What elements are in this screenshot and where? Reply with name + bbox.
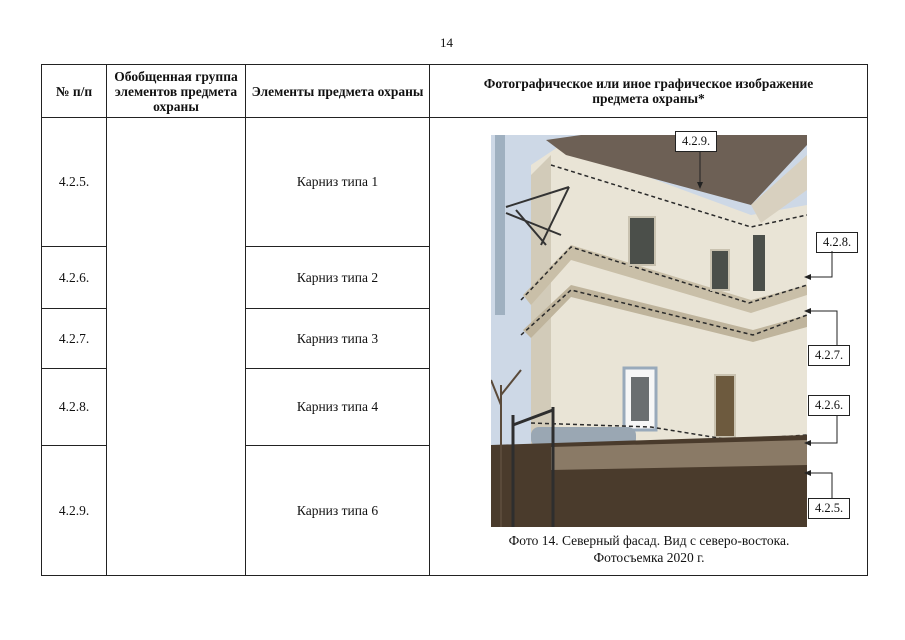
row-num: 4.2.7. <box>58 330 90 346</box>
row-num: 4.2.8. <box>58 399 90 414</box>
header-image: Фотографическое или иное графическое изображение предмета охраны* <box>483 76 814 106</box>
callout-4-2-6: 4.2.6. <box>808 395 850 416</box>
caption-line-1: Фото 14. Северный фасад. Вид с северо-востока. <box>508 533 790 548</box>
header-group: Обобщенная группа элементов предмета охраны <box>114 68 238 114</box>
row-element: Карниз типа 4 <box>296 399 379 414</box>
row-num: 4.2.9. <box>58 503 90 518</box>
row-element: Карниз типа 1 <box>296 174 379 189</box>
caption-line-2: Фотосъемка 2020 г. <box>593 550 705 565</box>
row-num: 4.2.6. <box>58 269 90 285</box>
callout-4-2-9: 4.2.9. <box>675 131 717 152</box>
row-element: Карниз типа 3 <box>296 330 379 346</box>
row-element: Карниз типа 6 <box>296 503 379 518</box>
page-number: 14 <box>440 35 453 50</box>
protection-table <box>41 64 868 576</box>
callout-leaders <box>42 65 869 577</box>
row-num: 4.2.5. <box>58 174 90 189</box>
header-elements: Элементы предмета охраны <box>251 83 424 99</box>
callout-4-2-7: 4.2.7. <box>808 345 850 366</box>
photo-caption <box>429 532 869 566</box>
row-element: Карниз типа 2 <box>296 269 379 285</box>
callout-4-2-5: 4.2.5. <box>808 498 850 519</box>
callout-4-2-8: 4.2.8. <box>816 232 858 253</box>
header-num: № п/п <box>55 83 93 99</box>
